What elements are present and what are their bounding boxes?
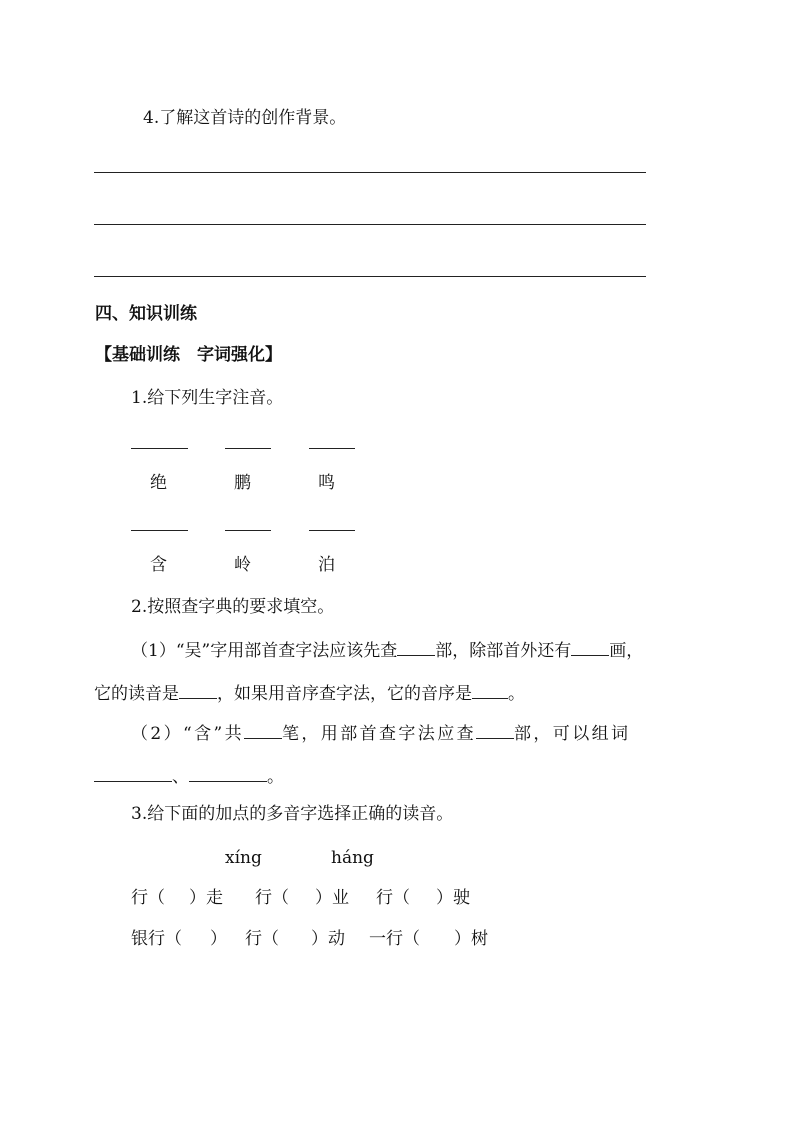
fill-blank — [179, 682, 217, 699]
text: （1）“吴”字用部首查字法应该先查 — [131, 641, 398, 661]
pinyin-blank — [309, 530, 355, 531]
pinyin-blank — [309, 448, 355, 449]
text: 。 — [267, 767, 284, 787]
text: ） — [210, 929, 227, 949]
text: 。 — [508, 684, 525, 704]
text: 银行（ — [131, 929, 182, 949]
q2-part2-line2 — [94, 765, 284, 787]
fill-blank — [397, 639, 435, 656]
text: 行（ — [376, 888, 410, 908]
character: 鸣 — [318, 473, 335, 493]
character: 含 — [150, 555, 167, 575]
text: ，如果用音序查字法，它的音序是 — [217, 684, 472, 704]
answer-line-3 — [94, 276, 646, 277]
q2-part2-line1 — [131, 722, 630, 744]
pinyin-blank — [131, 530, 188, 531]
fill-blank — [244, 722, 282, 739]
text: ）业 — [315, 888, 349, 908]
text: ）动 — [311, 929, 345, 949]
text: ）驶 — [436, 888, 470, 908]
text: 行（ — [245, 929, 279, 949]
text: 它的读音是 — [94, 684, 179, 704]
text: 部，可以组词 — [514, 724, 631, 744]
pinyin-blank — [225, 448, 271, 449]
text: （2）“含”共 — [131, 724, 244, 744]
text: 一行（ — [369, 929, 420, 949]
text: ）走 — [189, 888, 223, 908]
character: 泊 — [318, 555, 335, 575]
text: ）树 — [454, 929, 488, 949]
pinyin-blank — [225, 530, 271, 531]
polyphone-row-1 — [131, 888, 470, 908]
q4-question: 4.了解这首诗的创作背景。 — [143, 108, 347, 128]
fill-blank — [94, 765, 172, 782]
character: 岭 — [234, 555, 251, 575]
pinyin-option: háng — [331, 848, 374, 868]
answer-line-1 — [94, 172, 646, 173]
fill-blank — [476, 722, 514, 739]
text: 行（ — [131, 888, 165, 908]
q2-title: 2.按照查字典的要求填空。 — [131, 597, 335, 617]
text: 部，除部首外还有 — [435, 641, 572, 661]
fill-blank — [189, 765, 267, 782]
pinyin-option: xíng — [225, 848, 262, 868]
text: 笔，用部首查字法应查 — [282, 724, 476, 744]
q1-title: 1.给下列生字注音。 — [131, 388, 284, 408]
q2-part1-line2 — [94, 682, 525, 704]
fill-blank — [472, 682, 508, 699]
character: 绝 — [150, 473, 167, 493]
text: 画， — [609, 641, 644, 661]
polyphone-row-2 — [131, 929, 488, 949]
character: 鹏 — [234, 473, 251, 493]
subsection-title: 【基础训练 字词强化】 — [95, 345, 282, 365]
fill-blank — [571, 639, 609, 656]
section-title: 四、知识训练 — [95, 304, 197, 324]
text: 行（ — [255, 888, 289, 908]
text: 、 — [172, 767, 189, 787]
q3-title: 3.给下面的加点的多音字选择正确的读音。 — [131, 804, 454, 824]
answer-line-2 — [94, 224, 646, 225]
pinyin-blank — [131, 448, 188, 449]
q2-part1-line1 — [131, 639, 643, 661]
